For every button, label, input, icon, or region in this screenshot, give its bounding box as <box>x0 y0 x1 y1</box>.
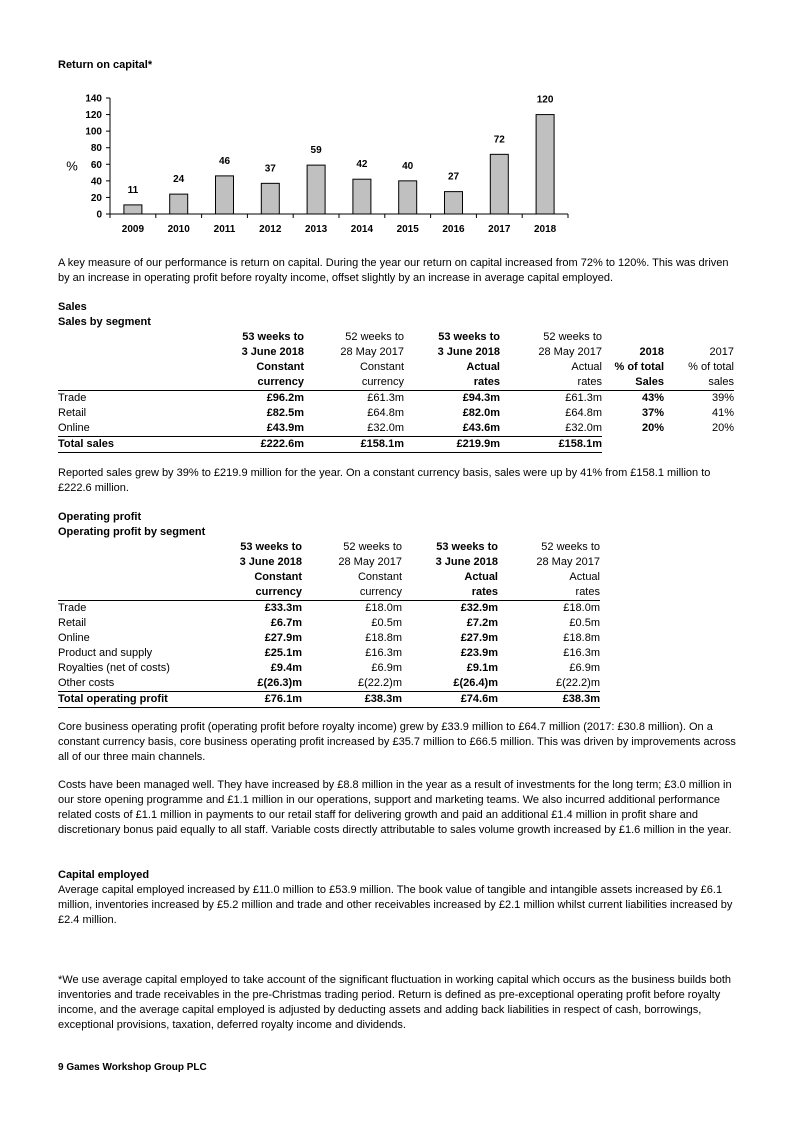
y-tick-label: 140 <box>85 93 102 105</box>
sales-header-cell: 2017 <box>709 346 734 358</box>
operating-subheading: Operating profit by segment <box>58 526 206 538</box>
sales-cell: 43% <box>641 392 664 404</box>
op-header-cell: 53 weeks to <box>240 541 302 553</box>
data-label: 24 <box>173 174 185 186</box>
op-total-cell: £76.1m <box>208 692 302 708</box>
data-label: 46 <box>218 155 231 167</box>
op-header-row <box>58 585 600 601</box>
sales-paragraph: Reported sales grew by 39% to £219.9 million for the year. On a constant currency basis, sales were up by 41% from £158.1 million to £222.6 million. <box>58 467 711 494</box>
op-cell: £27.9m <box>460 632 498 644</box>
sales-row-label: Retail <box>58 407 87 419</box>
x-tick-label: 2009 <box>121 224 145 235</box>
sales-cell: £32.0m <box>565 422 602 434</box>
op-header-cell: Actual <box>464 571 498 583</box>
op-header-blank <box>58 555 208 570</box>
sales-header-cell <box>664 330 734 345</box>
op-header-row <box>58 555 600 570</box>
y-axis-label: % <box>66 158 78 174</box>
sales-header-blank <box>58 345 208 360</box>
sales-header-cell: 28 May 2017 <box>340 346 404 358</box>
y-tick-label: 100 <box>85 126 102 138</box>
sales-header-cell: rates <box>404 375 500 391</box>
bar <box>399 181 417 214</box>
op-cell: £18.0m <box>563 602 600 614</box>
op-row-label: Product and supply <box>58 647 153 659</box>
sales-cell: £61.3m <box>367 392 404 404</box>
sales-header-cell: sales <box>664 375 734 391</box>
op-header-cell: Actual <box>569 571 600 583</box>
capital-paragraph: Average capital employed increased by £11.0 million to £53.9 million. The book value of tangible and intangible assets increased by £6.1 million, inventories increased by £5.2 million and trade and other receivables increased by £2.1 million whilst current liabilities increased by £2.4 million. <box>58 884 733 926</box>
sales-header-cell: Actual <box>466 361 500 373</box>
op-header-row <box>58 570 600 585</box>
x-tick-label: 2017 <box>488 224 511 235</box>
data-label: 37 <box>264 163 276 175</box>
bar <box>307 165 325 214</box>
op-cell: £7.2m <box>466 617 498 629</box>
op-cell: £18.8m <box>563 632 600 644</box>
sales-cell: £43.9m <box>266 422 304 434</box>
op-cell: £33.3m <box>264 602 302 614</box>
sales-header-row <box>58 360 734 375</box>
sales-cell: £64.8m <box>565 407 602 419</box>
x-tick-label: 2011 <box>213 224 236 235</box>
op-header-blank <box>58 540 208 555</box>
y-tick-label: 60 <box>90 159 102 171</box>
op-total-cell: £38.3m <box>302 692 402 708</box>
data-label: 72 <box>493 134 505 146</box>
op-row-label: Retail <box>58 617 87 629</box>
sales-header-cell: currency <box>208 375 304 391</box>
sales-total-cell <box>664 437 734 453</box>
sales-total-label: Total sales <box>58 437 208 453</box>
op-cell: £(26.3)m <box>257 677 302 689</box>
op-cell: £0.5m <box>371 617 402 629</box>
sales-header-cell: 52 weeks to <box>543 331 602 343</box>
op-header-cell: 28 May 2017 <box>536 556 600 568</box>
capital-heading: Capital employed <box>58 869 150 881</box>
sales-header-cell: 53 weeks to <box>242 331 304 343</box>
sales-header-row <box>58 330 734 345</box>
sales-header-cell: % of total <box>614 361 664 373</box>
sales-cell: 37% <box>641 407 664 419</box>
data-label: 40 <box>402 160 414 172</box>
op-row-label: Online <box>58 632 90 644</box>
op-cell: £18.8m <box>365 632 402 644</box>
op-header-cell: Constant <box>254 571 302 583</box>
bar <box>261 183 279 214</box>
sales-row-label: Online <box>58 422 90 434</box>
data-label: 27 <box>447 171 460 183</box>
sales-row-label: Trade <box>58 392 87 404</box>
bar <box>124 205 142 214</box>
bar <box>536 115 554 214</box>
sales-cell: £43.6m <box>462 422 500 434</box>
op-cell: £32.9m <box>460 602 498 614</box>
costs-paragraph: Costs have been managed well. They have increased by £8.8 million in the year as a result of investments for the long term; £3.0 million in our store opening programme and £1.1 million in our operations, support and marketing teams. We also incurred additional performance related costs of £1.1 million in payments to our retail staff for delivering growth and paid an additional £1.4 million in profit share and discretionary bonus paid equally to all staff. Variable costs directly attributable to sales volume growth increased by £1.6 million in the year. <box>58 779 732 836</box>
op-row <box>58 661 600 676</box>
op-cell: £16.3m <box>365 647 402 659</box>
intro-paragraph: A key measure of our performance is return on capital. During the year our return on capital increased from 72% to 120%. This was driven by an increase in operating profit before royalty income, offset slightly by an increase in average capital employed. <box>58 257 729 284</box>
sales-header-cell: Sales <box>602 375 664 391</box>
x-tick-label: 2012 <box>259 224 282 235</box>
bar <box>445 192 463 214</box>
sales-header-cell: rates <box>500 375 602 391</box>
op-cell: £23.9m <box>460 647 498 659</box>
op-header-cell: 3 June 2018 <box>435 556 498 568</box>
data-label: 42 <box>356 159 368 171</box>
sales-header-cell: 3 June 2018 <box>241 346 304 358</box>
op-header-blank <box>58 570 208 585</box>
sales-header-cell: 53 weeks to <box>438 331 500 343</box>
sales-cell: £96.2m <box>266 392 304 404</box>
op-row-label: Royalties (net of costs) <box>58 662 170 674</box>
op-cell: £(22.2)m <box>357 677 402 689</box>
sales-header-cell: 52 weeks to <box>345 331 404 343</box>
op-total-cell: £38.3m <box>498 692 600 708</box>
sales-header-blank <box>58 375 208 391</box>
sales-header-cell: Constant <box>256 361 304 373</box>
sales-total-cell <box>602 437 664 453</box>
footnote: *We use average capital employed to take account of the significant fluctuation in working capital which occurs as the business builds both inventories and trade receivables in the pre-Christmas trading period. Return is defined as pre-exceptional operating profit before royalty income, and the average capital employed is adjusted by deducting assets and adding back liabilities in respect of cash, borrowings, exceptional provisions, taxation, deferred royalty income and dividends. <box>58 974 732 1031</box>
op-cell: £6.7m <box>270 617 302 629</box>
data-label: 11 <box>127 184 139 196</box>
op-row-label: Other costs <box>58 677 115 689</box>
op-cell: £6.9m <box>569 662 600 674</box>
op-header-cell: rates <box>402 585 498 601</box>
sales-subheading: Sales by segment <box>58 316 151 328</box>
op-total-label: Total operating profit <box>58 692 208 708</box>
op-total-row <box>58 692 600 708</box>
op-cell: £25.1m <box>264 647 302 659</box>
op-row <box>58 616 600 631</box>
sales-cell: 20% <box>711 422 734 435</box>
op-header-blank <box>58 585 208 601</box>
op-header-cell: currency <box>302 585 402 601</box>
op-header-cell: 28 May 2017 <box>338 556 402 568</box>
sales-header-cell: 2018 <box>639 346 664 358</box>
op-cell: £(22.2)m <box>555 677 600 689</box>
bar <box>353 179 371 214</box>
sales-header-cell: 3 June 2018 <box>437 346 500 358</box>
op-cell: £9.4m <box>270 662 302 674</box>
sales-header-cell: Actual <box>571 361 602 373</box>
op-header-cell: 3 June 2018 <box>239 556 302 568</box>
op-row-label: Trade <box>58 602 87 614</box>
x-tick-label: 2016 <box>442 224 465 235</box>
sales-header-cell: 28 May 2017 <box>538 346 602 358</box>
sales-header-blank <box>58 330 208 345</box>
sales-cell: £32.0m <box>367 422 404 434</box>
op-cell: £(26.4)m <box>453 677 498 689</box>
y-tick-label: 120 <box>85 110 102 122</box>
sales-header-cell: % of total <box>688 361 734 373</box>
op-header-cell: currency <box>208 585 302 601</box>
op-header-cell: 53 weeks to <box>436 541 498 553</box>
data-label: 59 <box>310 145 322 157</box>
op-row <box>58 631 600 646</box>
sales-header-cell: currency <box>304 375 404 391</box>
sales-header-row <box>58 375 734 391</box>
core-profit-paragraph: Core business operating profit (operating profit before royalty income) grew by £33.9 million to £64.7 million (2017: £30.8 million). On a constant currency basis, core business operating profit increased by £35.7 million to £66.5 million. This was driven by improvements across all of our three main channels. <box>58 721 736 763</box>
op-header-cell: 52 weeks to <box>343 541 402 553</box>
operating-profit-table <box>58 540 600 708</box>
y-tick-label: 80 <box>90 143 102 155</box>
sales-by-segment-table <box>58 330 734 453</box>
sales-row <box>58 391 734 407</box>
y-tick-label: 20 <box>90 192 102 204</box>
op-header-row <box>58 540 600 555</box>
op-header-cell: rates <box>498 585 600 601</box>
sales-total-cell: £222.6m <box>208 437 304 453</box>
sales-header-blank <box>58 360 208 375</box>
sales-row <box>58 406 734 421</box>
sales-cell: £82.0m <box>462 407 500 419</box>
x-tick-label: 2018 <box>533 224 557 235</box>
chart-title: Return on capital* <box>58 59 153 71</box>
sales-total-cell: £219.9m <box>404 437 500 453</box>
op-cell: £0.5m <box>569 617 600 629</box>
sales-total-cell: £158.1m <box>304 437 404 453</box>
op-cell: £18.0m <box>365 602 402 614</box>
sales-cell: £64.8m <box>367 407 404 419</box>
sales-header-cell <box>602 330 664 345</box>
sales-heading: Sales <box>58 301 87 313</box>
sales-cell: £61.3m <box>565 392 602 404</box>
bar <box>170 194 188 214</box>
op-cell: £9.1m <box>466 662 498 674</box>
data-label: 120 <box>536 94 554 106</box>
op-header-cell: Constant <box>357 571 402 583</box>
op-cell: £27.9m <box>264 632 302 644</box>
op-total-cell: £74.6m <box>402 692 498 708</box>
bar <box>490 154 508 214</box>
x-tick-label: 2015 <box>396 224 419 235</box>
sales-header-row <box>58 345 734 360</box>
op-row <box>58 676 600 692</box>
sales-total-row <box>58 437 734 453</box>
page-footer: 9 Games Workshop Group PLC <box>58 1062 207 1073</box>
sales-cell: £82.5m <box>266 407 304 419</box>
op-row <box>58 601 600 617</box>
bar <box>216 176 234 214</box>
y-tick-label: 0 <box>96 209 102 221</box>
sales-header-cell: Constant <box>359 361 404 373</box>
sales-cell: 20% <box>641 422 664 435</box>
op-cell: £16.3m <box>563 647 600 659</box>
op-cell: £6.9m <box>371 662 402 674</box>
y-tick-label: 40 <box>90 176 102 188</box>
sales-total-cell: £158.1m <box>500 437 602 453</box>
sales-cell: £94.3m <box>462 392 500 404</box>
operating-heading: Operating profit <box>58 511 142 523</box>
op-row <box>58 646 600 661</box>
op-header-cell: 52 weeks to <box>541 541 600 553</box>
x-tick-label: 2013 <box>304 224 328 235</box>
x-tick-label: 2010 <box>167 224 190 235</box>
sales-cell: 39% <box>711 392 734 404</box>
sales-row <box>58 421 734 437</box>
sales-cell: 41% <box>711 407 734 419</box>
return-on-capital-chart <box>58 88 588 238</box>
x-tick-label: 2014 <box>350 224 374 235</box>
